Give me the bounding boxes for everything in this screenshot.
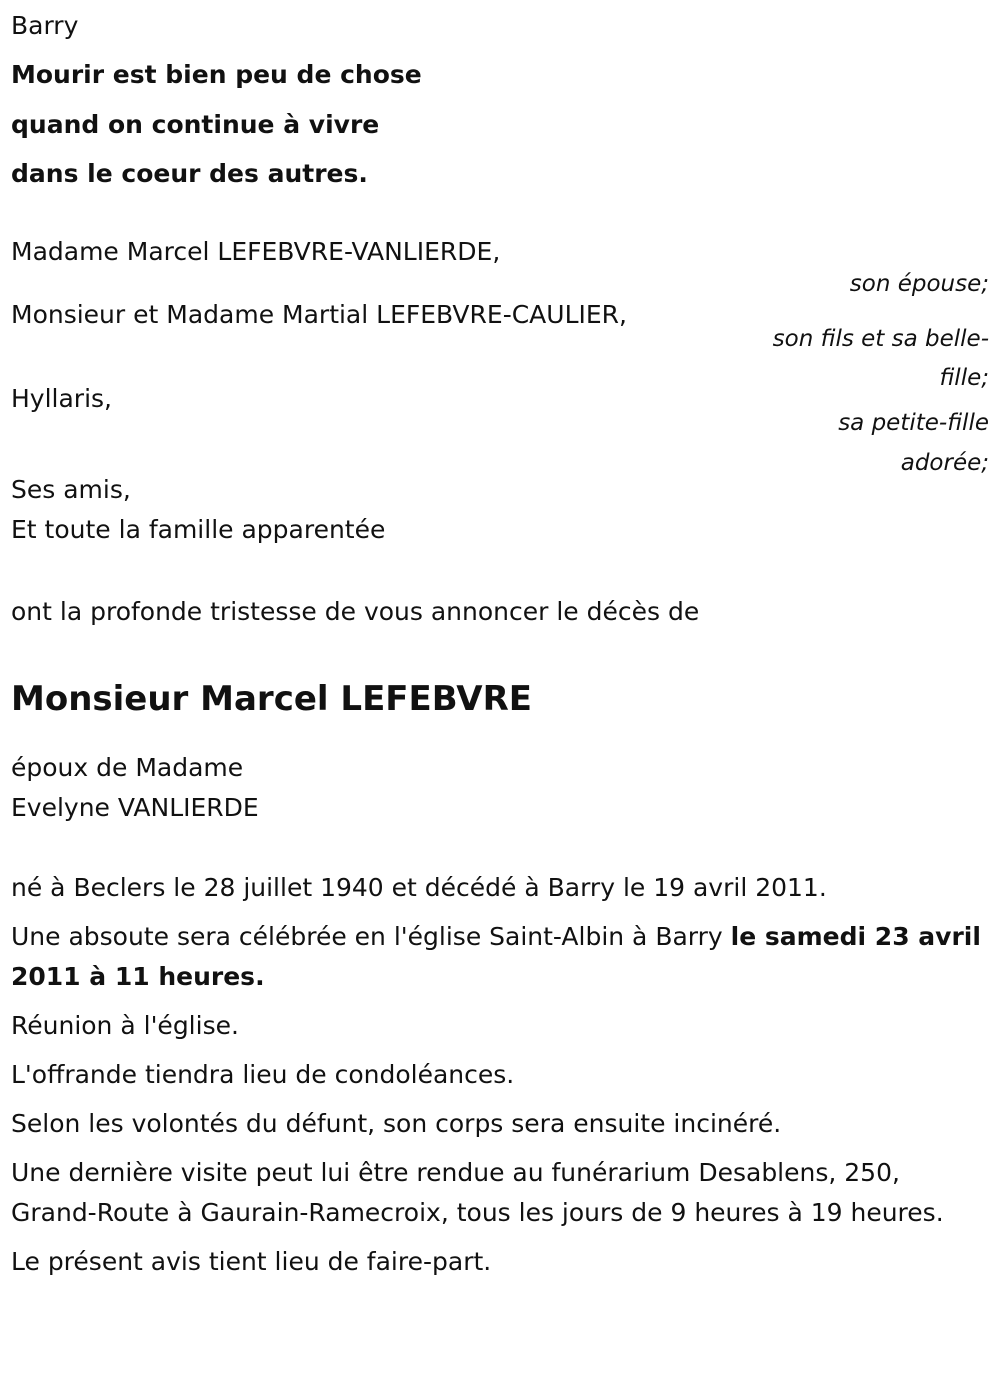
quote-line: quand on continue à vivre — [11, 109, 380, 139]
others-line: Ses amis, — [11, 475, 131, 504]
ceremony-date: le samedi 23 avril 2011 à 11 heures. — [11, 922, 981, 991]
paragraph: L'offrande tiendra lieu de condoléances. — [11, 1060, 515, 1089]
birth-death-paragraph: né à Beclers le 28 juillet 1940 et décédé à Barry le 19 avril 2011. — [11, 873, 827, 902]
family-list — [11, 232, 991, 483]
family-member-name: Monsieur et Madame Martial LEFEBVRE-CAULIER, — [11, 300, 627, 329]
family-member-relation: son fils et sa belle- — [772, 326, 989, 352]
paragraph: Une dernière visite peut lui être rendue au funérarium Desablens, 250, Grand-Route à Gaurain-Ramecroix, tous les jours de 9 heures à 19 heures. — [11, 1158, 944, 1227]
family-member-relation: fille; — [939, 365, 989, 391]
location: Barry — [11, 11, 79, 40]
spouse-line: Evelyne VANLIERDE — [11, 793, 259, 822]
obituary-notice — [11, 6, 991, 1291]
quote-line: dans le coeur des autres. — [11, 159, 368, 188]
spouse-line: époux de Madame — [11, 753, 244, 782]
others-list — [11, 470, 991, 550]
family-member — [11, 232, 991, 304]
ceremony-paragraph — [11, 917, 991, 997]
spouse-info — [11, 748, 991, 828]
family-member-name: Madame Marcel LEFEBVRE-VANLIERDE, — [11, 237, 501, 266]
paragraph: Réunion à l'église. — [11, 1011, 239, 1040]
others-line: Et toute la famille apparentée — [11, 515, 386, 544]
family-member — [11, 379, 991, 483]
family-member-relation: adorée; — [900, 450, 989, 476]
family-member-name: Hyllaris, — [11, 384, 113, 413]
paragraph: Le présent avis tient lieu de faire-part. — [11, 1247, 492, 1276]
family-member-relation: son épouse; — [849, 271, 989, 297]
ceremony-text: Une absoute sera célébrée en l'église Saint-Albin à Barry — [11, 922, 731, 951]
family-member-relation: sa petite-fille — [838, 410, 989, 436]
deceased-name: Monsieur Marcel LEFEBVRE — [11, 679, 533, 719]
announcement: ont la profonde tristesse de vous annoncer le décès de — [11, 597, 700, 626]
memorial-quote — [11, 55, 991, 194]
paragraph: Selon les volontés du défunt, son corps sera ensuite incinéré. — [11, 1109, 782, 1138]
quote-line: Mourir est bien peu de chose — [11, 60, 422, 89]
